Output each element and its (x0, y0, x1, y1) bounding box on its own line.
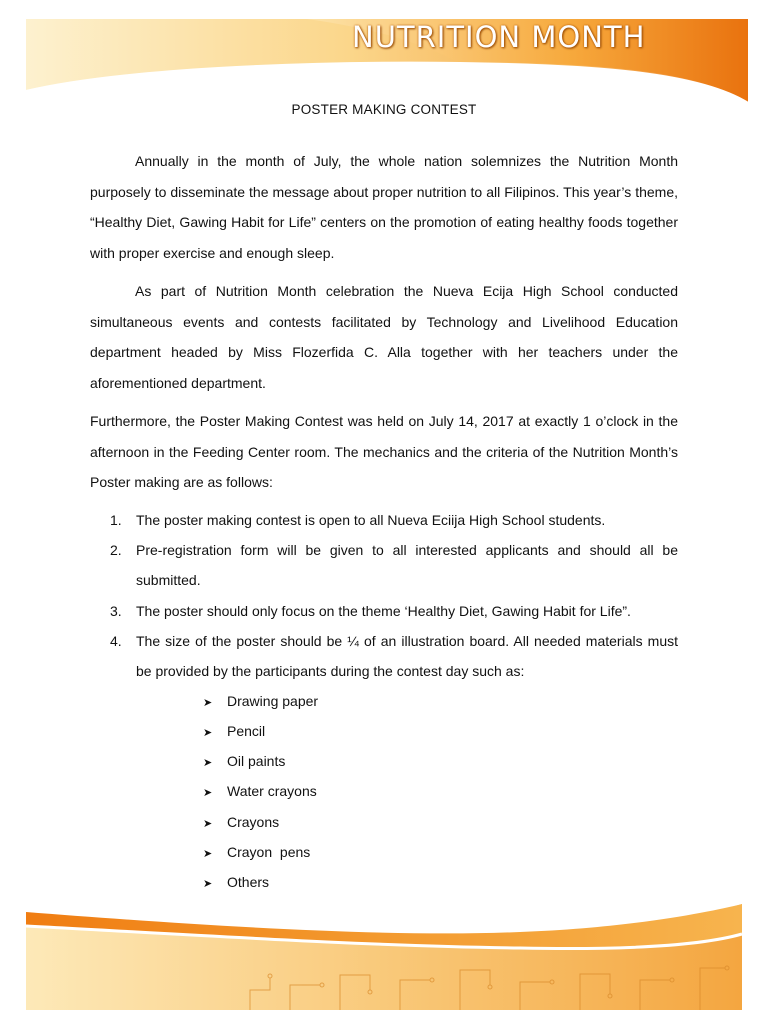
list-number: 1. (110, 512, 122, 528)
paragraph-text: Annually in the month of July, the whole nation solemnizes the Nutrition Month purposely to disseminate the message about proper nutrition to all Filipinos. This year’s theme, “Healthy Diet, Gawing Habit for Life” centers on the promotion of eating healthy foods together with proper exercise and enough sleep. (90, 153, 678, 261)
list-item (110, 535, 678, 595)
paragraph-text: As part of Nutrition Month celebration the Nueva Ecija High School conducted simultaneous events and contests facilitated by Technology and Livelihood Education department headed by Miss Flozerfida C. Alla together with her teachers under the aforementioned department. (90, 283, 678, 391)
list-item (110, 626, 678, 686)
list-number: 2. (110, 542, 122, 558)
material-text: Crayons (227, 814, 280, 830)
list-text: The poster making contest is open to all Nueva Eciija High School students. (136, 512, 606, 528)
list-text: The poster should only focus on the theme ‘Healthy Diet, Gawing Habit for Life”. (136, 603, 631, 619)
material-item (203, 691, 318, 713)
paragraph-text: Furthermore, the Poster Making Contest was held on July 14, 2017 at exactly 1 o’clock in the afternoon in the Feeding Center room. The mechanics and the criteria of the Nutrition Month’s Poster making are as follows: (90, 413, 678, 490)
material-text: Crayon pens (227, 844, 311, 860)
list-item (110, 505, 678, 535)
list-text: The size of the poster should be ¼ of an illustration board. All needed materials must be provided by the participants during the contest day such as: (136, 633, 678, 679)
list-item (110, 596, 678, 626)
list-number: 3. (110, 603, 122, 619)
arrow-bullet-icon: ➤ (203, 878, 213, 890)
material-item (203, 721, 265, 743)
arrow-bullet-icon: ➤ (203, 757, 213, 769)
document-title: POSTER MAKING CONTEST (291, 102, 477, 117)
arrow-bullet-icon: ➤ (203, 787, 213, 799)
arrow-bullet-icon: ➤ (203, 727, 213, 739)
material-item (203, 812, 279, 834)
material-text: Drawing paper (227, 693, 319, 709)
material-item (203, 751, 285, 773)
footer-banner (0, 890, 768, 1024)
material-text: Pencil (227, 723, 266, 739)
material-item (203, 842, 310, 864)
arrow-bullet-icon: ➤ (203, 848, 213, 860)
material-text: Water crayons (227, 783, 317, 799)
paragraph-mechanics (90, 406, 678, 498)
list-text: Pre-registration form will be given to all interested applicants and should all be submitted. (136, 542, 678, 588)
banner-title: NUTRITION MONTH (352, 20, 646, 54)
paragraph-intro (90, 146, 678, 268)
list-number: 4. (110, 633, 122, 649)
arrow-bullet-icon: ➤ (203, 697, 213, 709)
paragraph-events (90, 276, 678, 398)
arrow-bullet-icon: ➤ (203, 818, 213, 830)
material-text: Others (227, 874, 270, 890)
material-item (203, 781, 317, 803)
material-text: Oil paints (227, 753, 286, 769)
